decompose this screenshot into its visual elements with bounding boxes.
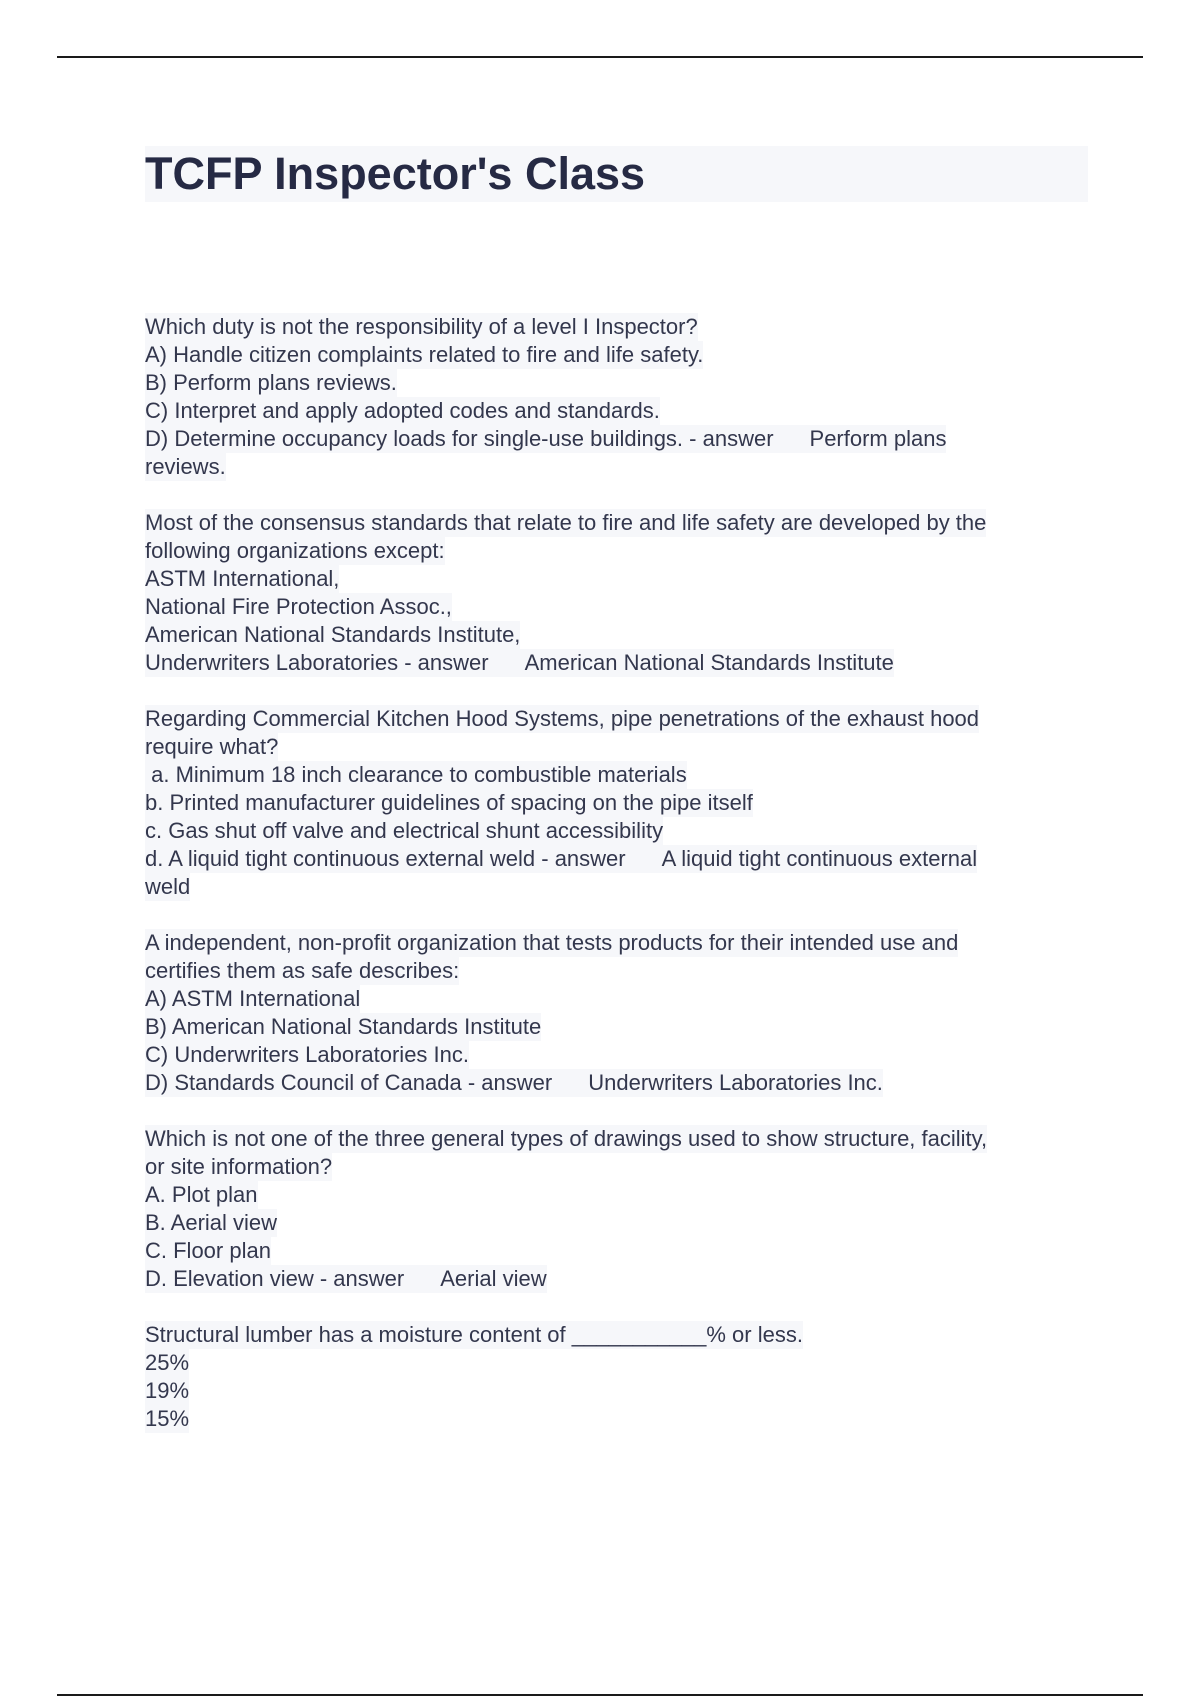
question-text-continued: require what? bbox=[145, 734, 279, 759]
answer-line bbox=[145, 845, 977, 873]
answer-line bbox=[145, 649, 894, 677]
option-b: B) American National Standards Institute bbox=[145, 1014, 542, 1039]
question-text: Which is not one of the three general types of drawings used to show structure, facility, bbox=[145, 1126, 988, 1151]
answer-text: Underwriters Laboratories Inc. bbox=[588, 1070, 883, 1095]
answer-line bbox=[145, 425, 946, 453]
question-item bbox=[145, 509, 1088, 677]
option-2: National Fire Protection Assoc., bbox=[145, 594, 452, 619]
answer-text: A liquid tight continuous external bbox=[661, 846, 978, 871]
question-list bbox=[145, 313, 1088, 1461]
option-a: A. Plot plan bbox=[145, 1182, 258, 1207]
option-d: D) Standards Council of Canada - answer bbox=[145, 1070, 553, 1095]
bottom-rule bbox=[57, 1694, 1143, 1696]
answer-text: American National Standards Institute bbox=[524, 650, 894, 675]
answer-text-continued: reviews. bbox=[145, 454, 226, 479]
question-item bbox=[145, 929, 1088, 1097]
option-a: a. Minimum 18 inch clearance to combustible materials bbox=[145, 762, 687, 787]
answer-line bbox=[145, 1265, 547, 1293]
option-3: 15% bbox=[145, 1406, 190, 1431]
question-item bbox=[145, 1321, 1088, 1433]
option-c: C) Interpret and apply adopted codes and standards. bbox=[145, 398, 660, 423]
option-1: ASTM International, bbox=[145, 566, 340, 591]
question-text: A independent, non-profit organization that tests products for their intended use and bbox=[145, 930, 959, 955]
option-c: C. Floor plan bbox=[145, 1238, 271, 1263]
question-text: Structural lumber has a moisture content of ___________% or less. bbox=[145, 1322, 803, 1347]
option-d: D. Elevation view - answer bbox=[145, 1266, 405, 1291]
option-3: American National Standards Institute, bbox=[145, 622, 521, 647]
option-b: B) Perform plans reviews. bbox=[145, 370, 397, 395]
option-b: B. Aerial view bbox=[145, 1210, 278, 1235]
title-block bbox=[145, 146, 1088, 202]
question-item bbox=[145, 705, 1088, 901]
option-a: A) Handle citizen complaints related to fire and life safety. bbox=[145, 342, 704, 367]
option-c: c. Gas shut off valve and electrical shunt accessibility bbox=[145, 818, 664, 843]
question-text: Regarding Commercial Kitchen Hood Systems, pipe penetrations of the exhaust hood bbox=[145, 706, 980, 731]
page-title: TCFP Inspector's Class bbox=[145, 148, 646, 199]
top-rule bbox=[57, 56, 1143, 58]
question-text-continued: or site information? bbox=[145, 1154, 333, 1179]
option-1: 25% bbox=[145, 1350, 190, 1375]
answer-text-continued: weld bbox=[145, 874, 191, 899]
answer-line bbox=[145, 1069, 883, 1097]
question-text: Which duty is not the responsibility of a level I Inspector? bbox=[145, 314, 698, 339]
answer-text: Perform plans bbox=[809, 426, 947, 451]
question-text-continued: certifies them as safe describes: bbox=[145, 958, 460, 983]
option-a: A) ASTM International bbox=[145, 986, 361, 1011]
option-2: 19% bbox=[145, 1378, 190, 1403]
question-text: Most of the consensus standards that relate to fire and life safety are developed by the bbox=[145, 510, 987, 535]
option-d: D) Determine occupancy loads for single-use buildings. - answer bbox=[145, 426, 774, 451]
option-d: d. A liquid tight continuous external weld - answer bbox=[145, 846, 626, 871]
answer-text: Aerial view bbox=[440, 1266, 547, 1291]
option-b: b. Printed manufacturer guidelines of spacing on the pipe itself bbox=[145, 790, 753, 815]
question-text-continued: following organizations except: bbox=[145, 538, 445, 563]
option-c: C) Underwriters Laboratories Inc. bbox=[145, 1042, 470, 1067]
question-item bbox=[145, 1125, 1088, 1293]
question-item bbox=[145, 313, 1088, 481]
option-4: Underwriters Laboratories - answer bbox=[145, 650, 489, 675]
